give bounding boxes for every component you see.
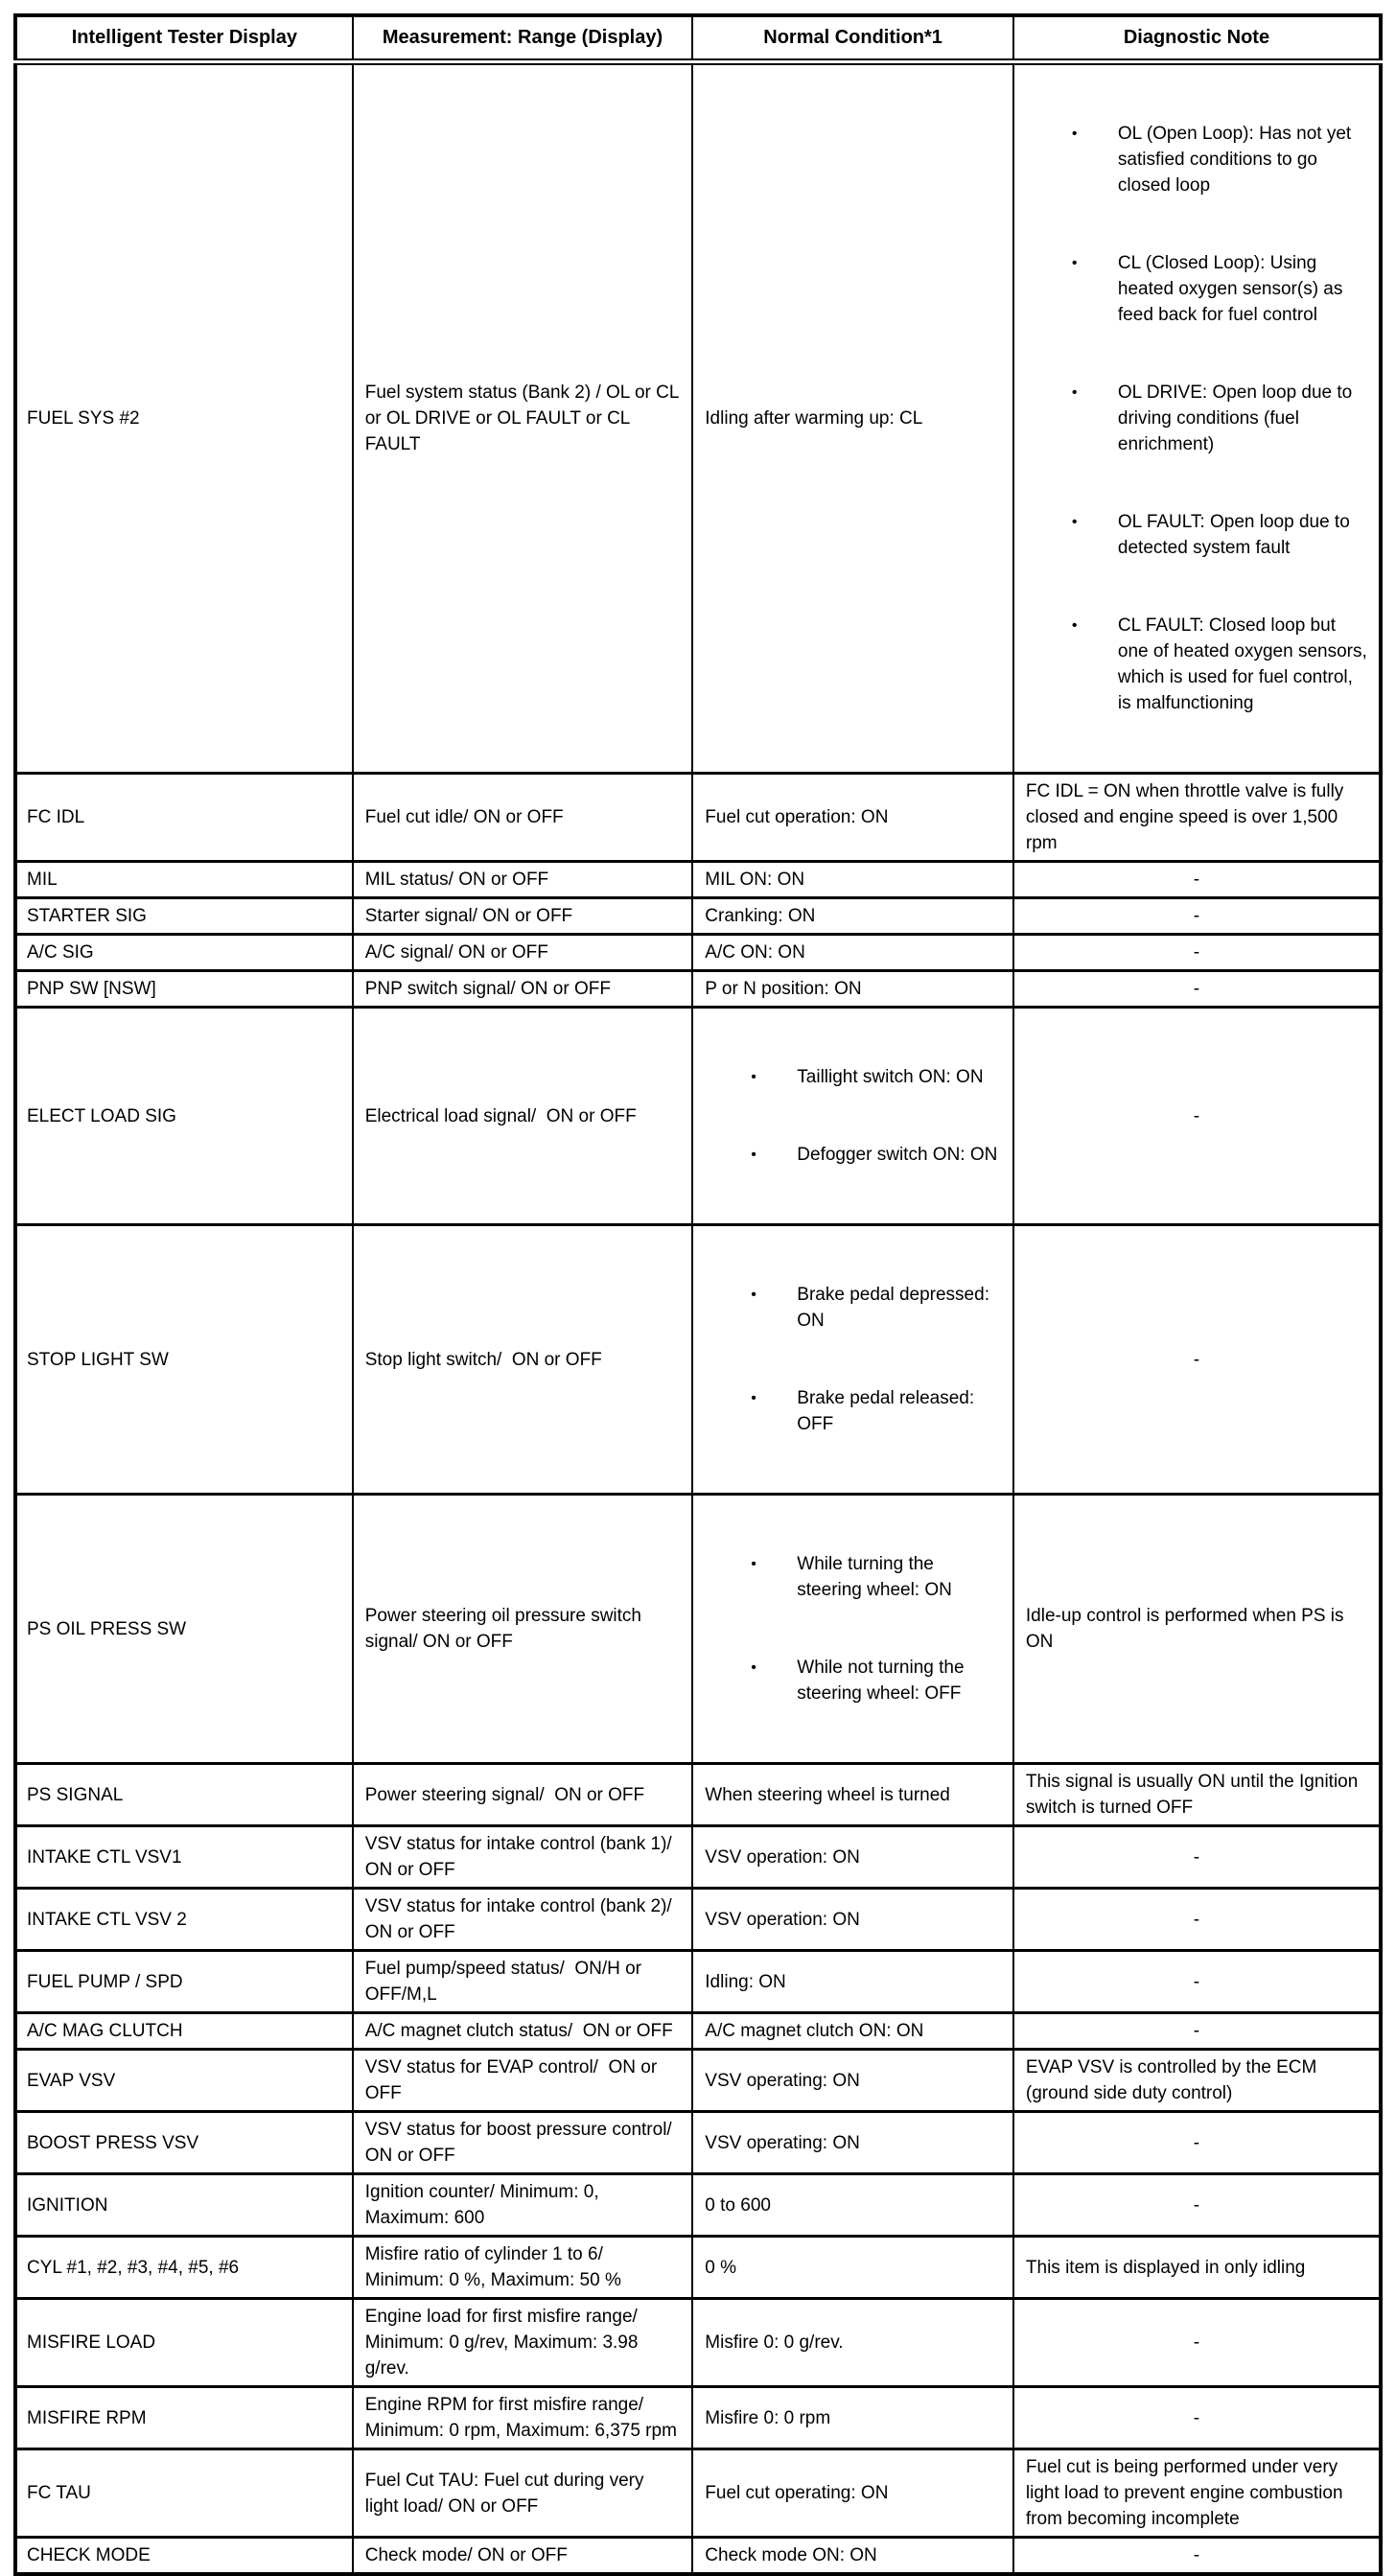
- cell-diagnostic-note: -: [1013, 935, 1381, 971]
- cell-measurement: Fuel system status (Bank 2) / OL or CL or OL DRIVE or OL FAULT or CL FAULT: [353, 62, 693, 774]
- cell-normal-condition: When steering wheel is turned: [692, 1764, 1013, 1826]
- table-body: [15, 62, 1381, 2575]
- table-row-pnp-sw: [15, 971, 1381, 1008]
- table-row-ac-mag-clutch: [15, 2013, 1381, 2050]
- cell-measurement: Power steering oil pressure switch signal/ ON or OFF: [353, 1495, 693, 1764]
- table-row-ps-signal: [15, 1764, 1381, 1826]
- cell-tester-display: INTAKE CTL VSV1: [15, 1826, 353, 1889]
- cell-tester-display: IGNITION: [15, 2174, 353, 2237]
- cell-tester-display: MIL: [15, 862, 353, 898]
- table-row-mil: [15, 862, 1381, 898]
- cell-normal-condition: Fuel cut operation: ON: [692, 774, 1013, 862]
- cell-measurement: Starter signal/ ON or OFF: [353, 898, 693, 935]
- cell-normal-condition: P or N position: ON: [692, 971, 1013, 1008]
- cell-measurement: VSV status for intake control (bank 2)/ ON or OFF: [353, 1889, 693, 1951]
- cell-measurement: MIL status/ ON or OFF: [353, 862, 693, 898]
- tester-display-table: [13, 13, 1383, 2576]
- cell-normal-condition: Idling: ON: [692, 1951, 1013, 2013]
- bullet-icon: •: [1071, 514, 1078, 530]
- bullet-text: OL (Open Loop): Has not yet satisfied conditions to go closed loop: [1117, 124, 1357, 196]
- bullet-text: OL FAULT: Open loop due to detected system fault: [1117, 512, 1356, 558]
- cell-measurement: Fuel cut idle/ ON or OFF: [353, 774, 693, 862]
- cell-diagnostic-note: -: [1013, 898, 1381, 935]
- cell-tester-display: FUEL PUMP / SPD: [15, 1951, 353, 2013]
- cell-measurement: Electrical load signal/ ON or OFF: [353, 1008, 693, 1225]
- cell-tester-display: PS OIL PRESS SW: [15, 1495, 353, 1764]
- table-row-ac-sig: [15, 935, 1381, 971]
- cell-diagnostic-note: -: [1013, 2112, 1381, 2174]
- cell-tester-display: BOOST PRESS VSV: [15, 2112, 353, 2174]
- cell-tester-display: PS SIGNAL: [15, 1764, 353, 1826]
- cell-normal-condition: [692, 1008, 1013, 1225]
- cell-normal-condition: Misfire 0: 0 rpm: [692, 2387, 1013, 2449]
- table-row-misfire-rpm: [15, 2387, 1381, 2449]
- cell-normal-condition: VSV operating: ON: [692, 2050, 1013, 2112]
- cell-normal-condition: Check mode ON: ON: [692, 2538, 1013, 2575]
- cell-diagnostic-note: -: [1013, 1225, 1381, 1495]
- cell-tester-display: FUEL SYS #2: [15, 62, 353, 774]
- cell-measurement: A/C signal/ ON or OFF: [353, 935, 693, 971]
- cell-normal-condition: [692, 1225, 1013, 1495]
- cell-normal-condition: Cranking: ON: [692, 898, 1013, 935]
- bullet-text: Defogger switch ON: ON: [797, 1145, 998, 1165]
- cell-normal-condition: A/C magnet clutch ON: ON: [692, 2013, 1013, 2050]
- cell-normal-condition: Misfire 0: 0 g/rev.: [692, 2299, 1013, 2387]
- cell-diagnostic-note: [1013, 62, 1381, 774]
- bullet-icon: •: [751, 1287, 756, 1303]
- cell-diagnostic-note: -: [1013, 2013, 1381, 2050]
- bullet-text: While not turning the steering wheel: OFF: [797, 1658, 969, 1704]
- bullet-text: Brake pedal released: OFF: [797, 1388, 980, 1434]
- cell-diagnostic-note: -: [1013, 1951, 1381, 2013]
- bullet-item: [1014, 380, 1367, 457]
- cell-measurement: Misfire ratio of cylinder 1 to 6/ Minimum: 0 %, Maximum: 50 %: [353, 2237, 693, 2299]
- table-header: [15, 15, 1381, 62]
- cell-measurement: Fuel pump/speed status/ ON/H or OFF/M,L: [353, 1951, 693, 2013]
- table-row-fuel-sys-2: [15, 62, 1381, 774]
- bullet-item: [693, 1385, 1001, 1437]
- bullet-item: [693, 1064, 1001, 1090]
- cell-tester-display: STOP LIGHT SW: [15, 1225, 353, 1495]
- cell-tester-display: CYL #1, #2, #3, #4, #5, #6: [15, 2237, 353, 2299]
- cell-diagnostic-note: EVAP VSV is controlled by the ECM (ground side duty control): [1013, 2050, 1381, 2112]
- cell-normal-condition: VSV operating: ON: [692, 2112, 1013, 2174]
- cell-diagnostic-note: -: [1013, 971, 1381, 1008]
- table-row-fc-tau: [15, 2449, 1381, 2538]
- bullet-item: [1014, 613, 1373, 716]
- cell-normal-condition: 0 %: [692, 2237, 1013, 2299]
- cell-normal-condition: MIL ON: ON: [692, 862, 1013, 898]
- cell-normal-condition: A/C ON: ON: [692, 935, 1013, 971]
- cell-measurement: Power steering signal/ ON or OFF: [353, 1764, 693, 1826]
- bullet-icon: •: [751, 1069, 756, 1085]
- bullet-icon: •: [751, 1390, 756, 1406]
- cell-tester-display: EVAP VSV: [15, 2050, 353, 2112]
- cell-tester-display: MISFIRE LOAD: [15, 2299, 353, 2387]
- cell-tester-display: MISFIRE RPM: [15, 2387, 353, 2449]
- cell-tester-display: A/C MAG CLUTCH: [15, 2013, 353, 2050]
- bullet-text: Taillight switch ON: ON: [797, 1067, 984, 1087]
- cell-diagnostic-note: Fuel cut is being performed under very light load to prevent engine combustion from becoming incomplete: [1013, 2449, 1381, 2538]
- cell-diagnostic-note: -: [1013, 2387, 1381, 2449]
- cell-tester-display: PNP SW [NSW]: [15, 971, 353, 1008]
- cell-diagnostic-note: -: [1013, 1826, 1381, 1889]
- table-row-starter-sig: [15, 898, 1381, 935]
- cell-diagnostic-note: -: [1013, 862, 1381, 898]
- column-header-diagnostic-note: Diagnostic Note: [1013, 15, 1381, 62]
- bullet-item: [693, 1655, 1001, 1706]
- bullet-item: [1014, 121, 1367, 198]
- table-row-fuel-pump-spd: [15, 1951, 1381, 2013]
- cell-diagnostic-note: -: [1013, 1889, 1381, 1951]
- bullet-item: [693, 1282, 1001, 1334]
- cell-tester-display: FC TAU: [15, 2449, 353, 2538]
- cell-diagnostic-note: -: [1013, 2299, 1381, 2387]
- table-row-stop-light-sw: [15, 1225, 1381, 1495]
- cell-diagnostic-note: FC IDL = ON when throttle valve is fully closed and engine speed is over 1,500 rpm: [1013, 774, 1381, 862]
- table-row-evap-vsv: [15, 2050, 1381, 2112]
- cell-measurement: Ignition counter/ Minimum: 0, Maximum: 600: [353, 2174, 693, 2237]
- bullet-text: CL FAULT: Closed loop but one of heated oxygen sensors, which is used for fuel control, is malfunctioning: [1117, 615, 1373, 713]
- bullet-icon: •: [1071, 255, 1078, 271]
- column-header-normal-condition: Normal Condition*1: [692, 15, 1013, 62]
- table-row-ignition: [15, 2174, 1381, 2237]
- cell-tester-display: FC IDL: [15, 774, 353, 862]
- table-row-elect-load-sig: [15, 1008, 1381, 1225]
- cell-tester-display: INTAKE CTL VSV 2: [15, 1889, 353, 1951]
- header-row: [15, 15, 1381, 62]
- cell-diagnostic-note: This item is displayed in only idling: [1013, 2237, 1381, 2299]
- cell-measurement: VSV status for intake control (bank 1)/ ON or OFF: [353, 1826, 693, 1889]
- cell-diagnostic-note: Idle-up control is performed when PS is ON: [1013, 1495, 1381, 1764]
- cell-normal-condition: VSV operation: ON: [692, 1826, 1013, 1889]
- bullet-text: While turning the steering wheel: ON: [797, 1554, 952, 1600]
- cell-measurement: Check mode/ ON or OFF: [353, 2538, 693, 2575]
- cell-diagnostic-note: -: [1013, 2174, 1381, 2237]
- bullet-icon: •: [751, 1147, 756, 1163]
- cell-tester-display: STARTER SIG: [15, 898, 353, 935]
- bullet-icon: •: [1071, 384, 1078, 401]
- cell-tester-display: A/C SIG: [15, 935, 353, 971]
- bullet-text: CL (Closed Loop): Using heated oxygen sensor(s) as feed back for fuel control: [1117, 253, 1348, 325]
- cell-normal-condition: VSV operation: ON: [692, 1889, 1013, 1951]
- cell-diagnostic-note: This signal is usually ON until the Ignition switch is turned OFF: [1013, 1764, 1381, 1826]
- cell-measurement: Engine RPM for first misfire range/ Minimum: 0 rpm, Maximum: 6,375 rpm: [353, 2387, 693, 2449]
- table-row-boost-press-vsv: [15, 2112, 1381, 2174]
- column-header-measurement-range: Measurement: Range (Display): [353, 15, 693, 62]
- bullet-icon: •: [1071, 617, 1078, 634]
- cell-measurement: A/C magnet clutch status/ ON or OFF: [353, 2013, 693, 2050]
- table-row-check-mode: [15, 2538, 1381, 2575]
- cell-normal-condition: Fuel cut operating: ON: [692, 2449, 1013, 2538]
- cell-normal-condition: Idling after warming up: CL: [692, 62, 1013, 774]
- bullet-icon: •: [1071, 126, 1078, 142]
- column-header-tester-display: Intelligent Tester Display: [15, 15, 353, 62]
- table-row-ps-oil-press-sw: [15, 1495, 1381, 1764]
- cell-measurement: VSV status for boost pressure control/ ON or OFF: [353, 2112, 693, 2174]
- table-row-fc-idl: [15, 774, 1381, 862]
- bullet-item: [1014, 250, 1367, 328]
- bullet-item: [693, 1551, 1001, 1603]
- cell-measurement: PNP switch signal/ ON or OFF: [353, 971, 693, 1008]
- cell-normal-condition: 0 to 600: [692, 2174, 1013, 2237]
- table-row-cyl-misfire: [15, 2237, 1381, 2299]
- table-row-intake-ctl-vsv1: [15, 1826, 1381, 1889]
- cell-diagnostic-note: -: [1013, 2538, 1381, 2575]
- cell-measurement: Fuel Cut TAU: Fuel cut during very light load/ ON or OFF: [353, 2449, 693, 2538]
- cell-tester-display: CHECK MODE: [15, 2538, 353, 2575]
- cell-diagnostic-note: -: [1013, 1008, 1381, 1225]
- bullet-text: Brake pedal depressed: ON: [797, 1285, 995, 1331]
- table-row-misfire-load: [15, 2299, 1381, 2387]
- cell-normal-condition: [692, 1495, 1013, 1764]
- bullet-text: OL DRIVE: Open loop due to driving conditions (fuel enrichment): [1117, 383, 1358, 454]
- table-row-intake-ctl-vsv2: [15, 1889, 1381, 1951]
- bullet-icon: •: [751, 1556, 756, 1572]
- cell-measurement: Stop light switch/ ON or OFF: [353, 1225, 693, 1495]
- cell-measurement: Engine load for first misfire range/ Minimum: 0 g/rev, Maximum: 3.98 g/rev.: [353, 2299, 693, 2387]
- bullet-item: [1014, 509, 1367, 561]
- cell-measurement: VSV status for EVAP control/ ON or OFF: [353, 2050, 693, 2112]
- cell-tester-display: ELECT LOAD SIG: [15, 1008, 353, 1225]
- bullet-icon: •: [751, 1659, 756, 1676]
- bullet-item: [693, 1142, 1001, 1168]
